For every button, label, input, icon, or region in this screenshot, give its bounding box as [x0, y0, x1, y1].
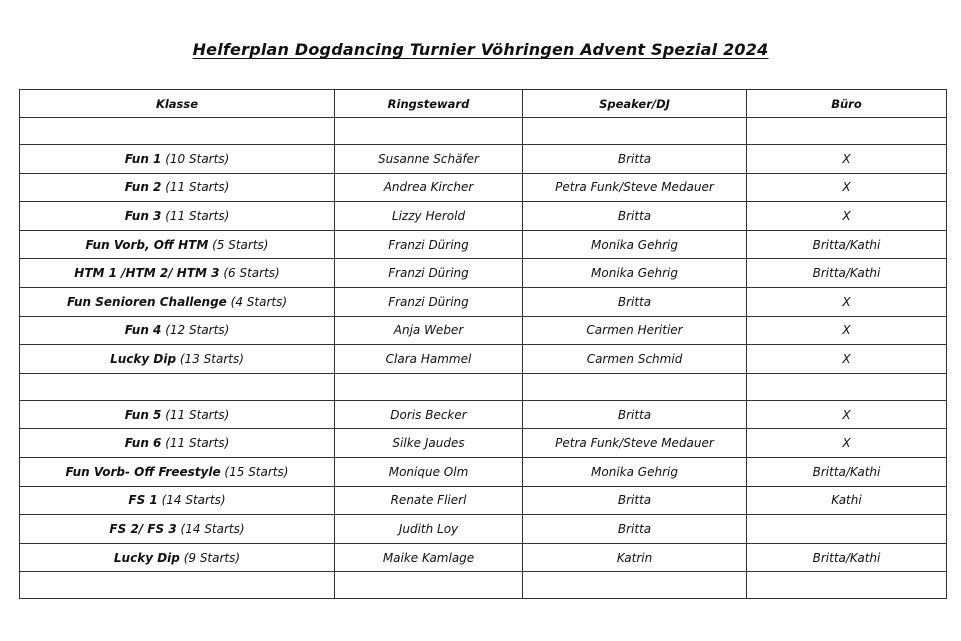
cell-klasse [20, 230, 335, 259]
cell-buero: X [747, 145, 947, 174]
cell-ringsteward: Franzi Düring [335, 259, 523, 288]
cell-ringsteward: Doris Becker [335, 400, 523, 429]
cell-ringsteward: Anja Weber [335, 316, 523, 345]
table-row [20, 259, 947, 288]
table-row [20, 486, 947, 515]
cell-buero: X [747, 173, 947, 202]
cell-buero: X [747, 429, 947, 458]
header-ringsteward: Ringsteward [335, 90, 523, 118]
cell-ringsteward [335, 373, 523, 400]
cell-speaker-dj [523, 572, 747, 599]
klasse-name: Fun Vorb- Off Freestyle [65, 464, 221, 479]
cell-ringsteward: Franzi Düring [335, 287, 523, 316]
cell-speaker-dj: Monika Gehrig [523, 259, 747, 288]
cell-speaker-dj: Carmen Heritier [523, 316, 747, 345]
cell-speaker-dj: Britta [523, 400, 747, 429]
klasse-name: Fun 5 [124, 407, 162, 422]
cell-buero: Britta/Kathi [747, 543, 947, 572]
klasse-starts: (4 Starts) [230, 294, 288, 309]
cell-klasse [20, 259, 335, 288]
cell-buero [747, 373, 947, 400]
cell-speaker-dj: Britta [523, 145, 747, 174]
cell-buero: X [747, 202, 947, 231]
klasse-starts: (11 Starts) [165, 180, 230, 195]
cell-speaker-dj: Britta [523, 202, 747, 231]
table-row-empty [20, 572, 947, 599]
header-klasse: Klasse [20, 90, 335, 118]
cell-buero [747, 515, 947, 544]
klasse-name: Fun 6 [124, 436, 162, 451]
klasse-name: Lucky Dip [110, 351, 177, 366]
klasse-starts: (10 Starts) [165, 151, 230, 166]
cell-speaker-dj [523, 373, 747, 400]
klasse-starts: (15 Starts) [224, 464, 289, 479]
cell-speaker-dj: Carmen Schmid [523, 345, 747, 374]
cell-ringsteward [335, 572, 523, 599]
klasse-name: HTM 1 /HTM 2/ HTM 3 [74, 266, 220, 281]
cell-klasse [20, 572, 335, 599]
table-row [20, 202, 947, 231]
cell-speaker-dj: Britta [523, 287, 747, 316]
cell-buero [747, 118, 947, 145]
klasse-starts: (13 Starts) [179, 351, 244, 366]
klasse-starts: (14 Starts) [161, 493, 226, 508]
table-body [20, 118, 947, 599]
cell-speaker-dj: Petra Funk/Steve Medauer [523, 429, 747, 458]
table-row [20, 287, 947, 316]
cell-speaker-dj: Petra Funk/Steve Medauer [523, 173, 747, 202]
table-row [20, 429, 947, 458]
cell-buero: Britta/Kathi [747, 457, 947, 486]
cell-klasse [20, 429, 335, 458]
klasse-starts: (11 Starts) [165, 436, 230, 451]
klasse-name: Fun 3 [124, 208, 162, 223]
cell-ringsteward [335, 118, 523, 145]
cell-ringsteward: Andrea Kircher [335, 173, 523, 202]
cell-speaker-dj: Britta [523, 486, 747, 515]
klasse-name: Lucky Dip [113, 550, 180, 565]
klasse-starts: (12 Starts) [165, 323, 230, 338]
cell-klasse [20, 486, 335, 515]
cell-klasse [20, 118, 335, 145]
cell-buero: Britta/Kathi [747, 230, 947, 259]
cell-klasse [20, 345, 335, 374]
table-row [20, 457, 947, 486]
cell-buero: Britta/Kathi [747, 259, 947, 288]
cell-klasse [20, 202, 335, 231]
cell-klasse [20, 287, 335, 316]
cell-klasse [20, 145, 335, 174]
cell-speaker-dj [523, 118, 747, 145]
cell-buero [747, 572, 947, 599]
cell-speaker-dj: Britta [523, 515, 747, 544]
table-header-row [20, 90, 947, 118]
klasse-starts: (11 Starts) [165, 208, 230, 223]
helper-schedule-table [19, 89, 947, 599]
cell-klasse [20, 543, 335, 572]
cell-buero: X [747, 287, 947, 316]
klasse-name: Fun 2 [124, 180, 162, 195]
klasse-starts: (9 Starts) [183, 550, 241, 565]
cell-ringsteward: Maike Kamlage [335, 543, 523, 572]
cell-klasse [20, 173, 335, 202]
cell-ringsteward: Silke Jaudes [335, 429, 523, 458]
page-title: Helferplan Dogdancing Turnier Vöhringen Advent Spezial 2024 [192, 40, 769, 59]
cell-buero: Kathi [747, 486, 947, 515]
header-speaker-dj: Speaker/DJ [523, 90, 747, 118]
table-row-empty [20, 118, 947, 145]
klasse-name: Fun Senioren Challenge [66, 294, 227, 309]
table-row [20, 230, 947, 259]
cell-ringsteward: Susanne Schäfer [335, 145, 523, 174]
table-row-empty [20, 373, 947, 400]
cell-buero: X [747, 316, 947, 345]
klasse-starts: (5 Starts) [212, 237, 269, 252]
cell-speaker-dj: Monika Gehrig [523, 230, 747, 259]
cell-ringsteward: Renate Flierl [335, 486, 523, 515]
klasse-starts: (14 Starts) [180, 521, 245, 536]
klasse-name: Fun 4 [124, 323, 162, 338]
cell-ringsteward: Monique Olm [335, 457, 523, 486]
klasse-name: FS 1 [128, 493, 158, 508]
cell-speaker-dj: Monika Gehrig [523, 457, 747, 486]
table-row [20, 316, 947, 345]
table-row [20, 543, 947, 572]
table-row [20, 400, 947, 429]
cell-klasse [20, 316, 335, 345]
cell-speaker-dj: Katrin [523, 543, 747, 572]
table-row [20, 145, 947, 174]
cell-klasse [20, 373, 335, 400]
header-buero: Büro [747, 90, 947, 118]
klasse-starts: (6 Starts) [223, 266, 280, 281]
table-row [20, 515, 947, 544]
klasse-name: Fun Vorb, Off HTM [85, 237, 209, 252]
klasse-name: Fun 1 [124, 151, 162, 166]
table-row [20, 173, 947, 202]
cell-buero: X [747, 400, 947, 429]
cell-buero: X [747, 345, 947, 374]
cell-ringsteward: Judith Loy [335, 515, 523, 544]
cell-klasse [20, 400, 335, 429]
cell-klasse [20, 457, 335, 486]
klasse-name: FS 2/ FS 3 [109, 521, 177, 536]
cell-ringsteward: Lizzy Herold [335, 202, 523, 231]
cell-klasse [20, 515, 335, 544]
cell-ringsteward: Clara Hammel [335, 345, 523, 374]
klasse-starts: (11 Starts) [165, 407, 230, 422]
cell-ringsteward: Franzi Düring [335, 230, 523, 259]
table-row [20, 345, 947, 374]
